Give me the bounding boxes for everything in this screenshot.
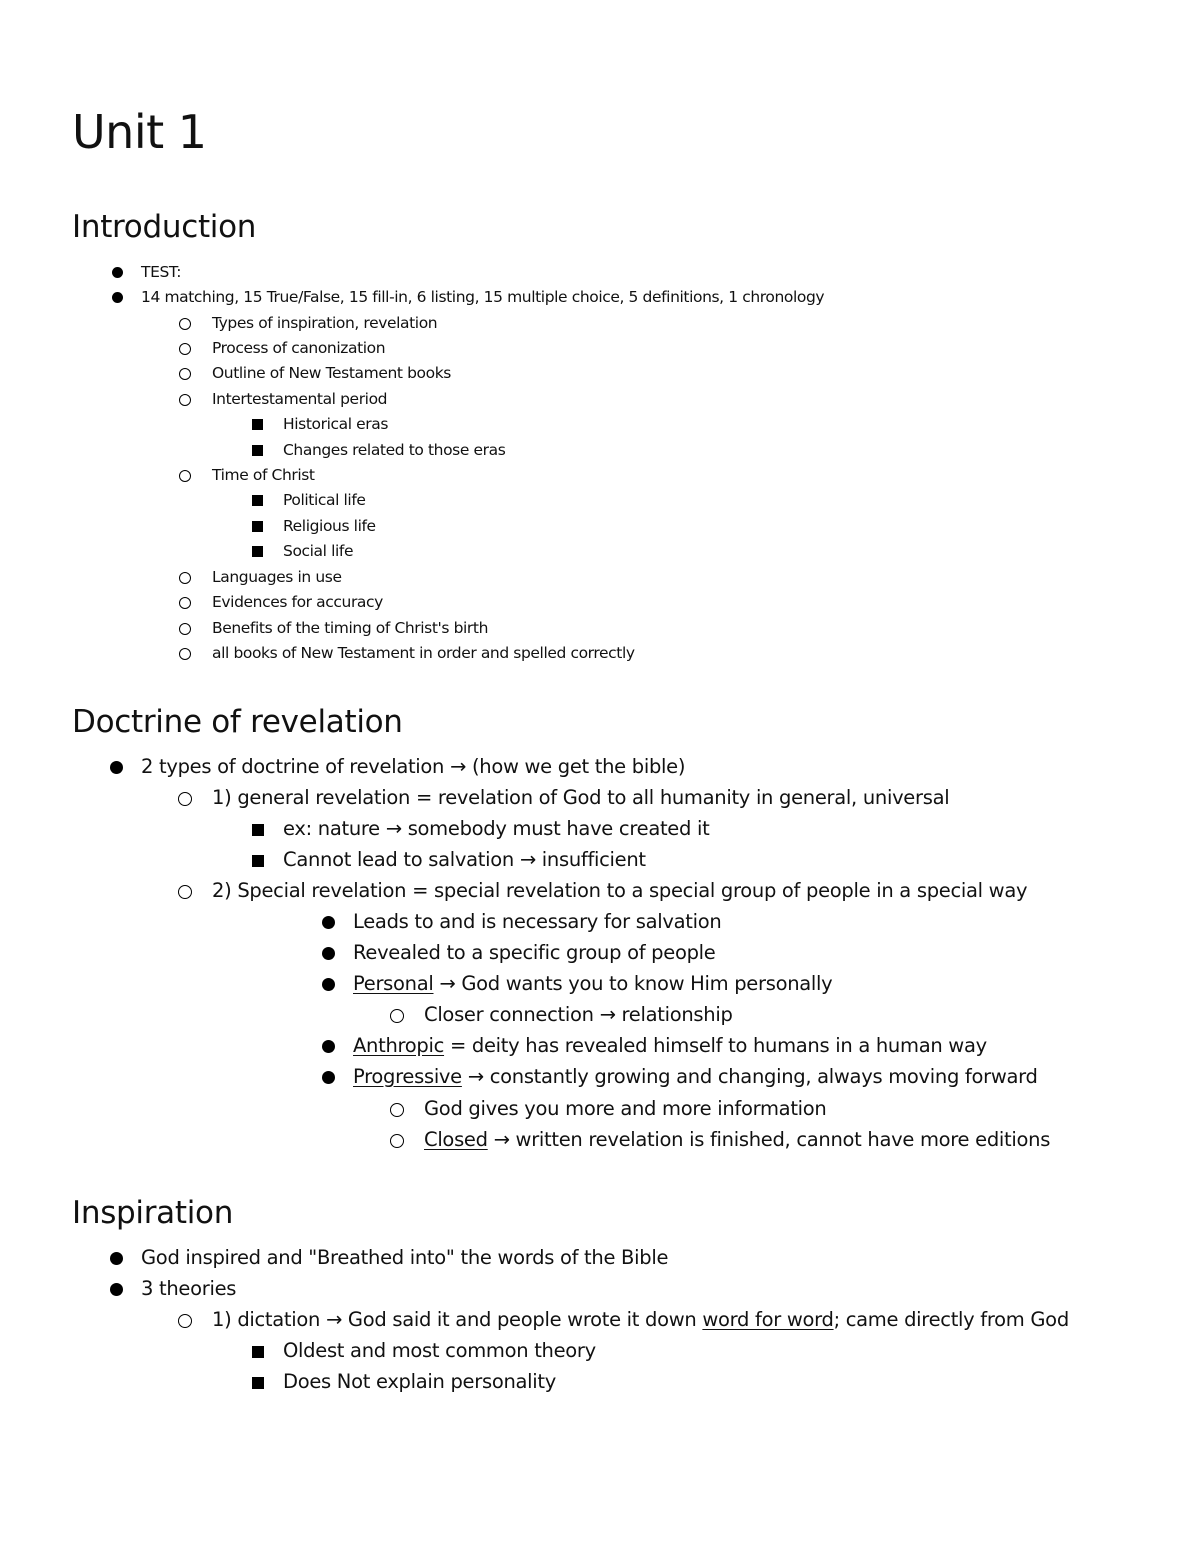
bullet-square-icon [252,824,264,836]
bullet-circle-icon [390,1009,404,1023]
list-item: 14 matching, 15 True/False, 15 fill-in, 6 listing, 15 multiple choice, 5 definitions, 1 chronology [141,286,824,308]
bullet-circle-icon [179,368,191,380]
bullet-circle-icon [179,597,191,609]
bullet-disc-icon [322,978,335,991]
term-closed: Closed [424,1128,488,1151]
bullet-square-icon [252,855,264,867]
bullet-disc-icon [112,267,123,278]
bullet-square-icon [252,445,263,456]
bullet-circle-icon [178,885,192,899]
bullet-disc-icon [112,292,123,303]
list-item: Closed → written revelation is finished, cannot have more editions [424,1126,1050,1154]
bullet-circle-icon [179,648,191,660]
list-item: 1) general revelation = revelation of God to all humanity in general, universal [212,784,949,812]
bullet-circle-icon [179,394,191,406]
bullet-disc-icon [322,1040,335,1053]
list-item: Personal → God wants you to know Him personally [353,970,832,998]
list-item: Religious life [283,515,376,537]
bullet-disc-icon [322,1071,335,1084]
bullet-square-icon [252,546,263,557]
list-item: 2 types of doctrine of revelation → (how we get the bible) [141,753,685,781]
list-item: Languages in use [212,566,342,588]
list-item: Cannot lead to salvation → insufficient [283,846,646,874]
list-item: God gives you more and more information [424,1095,827,1123]
list-item: Social life [283,540,353,562]
bullet-circle-icon [179,572,191,584]
bullet-square-icon [252,1346,264,1358]
heading-doctrine-of-revelation: Doctrine of revelation [72,704,403,740]
list-item: Progressive → constantly growing and changing, always moving forward [353,1063,1038,1091]
term-progressive: Progressive [353,1065,462,1088]
list-item: Outline of New Testament books [212,362,451,384]
list-item: 3 theories [141,1275,236,1303]
list-item: Leads to and is necessary for salvation [353,908,721,936]
term-personal: Personal [353,972,434,995]
list-item: Types of inspiration, revelation [212,312,437,334]
bullet-square-icon [252,419,263,430]
bullet-circle-icon [179,470,191,482]
list-item: ex: nature → somebody must have created it [283,815,709,843]
list-item: God inspired and "Breathed into" the words of the Bible [141,1244,668,1272]
term-word-for-word: word for word [702,1308,834,1331]
heading-introduction: Introduction [72,209,257,245]
heading-inspiration: Inspiration [72,1195,234,1231]
bullet-disc-icon [322,947,335,960]
list-item: 2) Special revelation = special revelation to a special group of people in a special way [212,877,1027,905]
bullet-circle-icon [179,623,191,635]
list-item: Intertestamental period [212,388,387,410]
list-item: Revealed to a specific group of people [353,939,715,967]
list-item: Evidences for accuracy [212,591,383,613]
page-title: Unit 1 [72,105,207,159]
bullet-circle-icon [390,1103,404,1117]
list-item: Closer connection → relationship [424,1001,733,1029]
list-item: Historical eras [283,413,388,435]
list-item: TEST: [141,261,181,283]
bullet-circle-icon [179,318,191,330]
term-anthropic: Anthropic [353,1034,445,1057]
bullet-square-icon [252,521,263,532]
list-item: Does Not explain personality [283,1368,556,1396]
list-item: Changes related to those eras [283,439,505,461]
bullet-circle-icon [178,1314,192,1328]
list-item: Oldest and most common theory [283,1337,596,1365]
bullet-disc-icon [110,1252,123,1265]
bullet-circle-icon [179,343,191,355]
bullet-disc-icon [110,761,123,774]
bullet-circle-icon [390,1134,404,1148]
list-item: Process of canonization [212,337,385,359]
bullet-circle-icon [178,792,192,806]
bullet-disc-icon [110,1283,123,1296]
list-item: Political life [283,489,366,511]
list-item: all books of New Testament in order and spelled correctly [212,642,635,664]
list-item: Benefits of the timing of Christ's birth [212,617,488,639]
bullet-square-icon [252,495,263,506]
list-item: Time of Christ [212,464,315,486]
bullet-square-icon [252,1377,264,1389]
bullet-disc-icon [322,916,335,929]
list-item: 1) dictation → God said it and people wrote it down word for word; came directly from God [212,1306,1069,1334]
list-item: Anthropic = deity has revealed himself to humans in a human way [353,1032,987,1060]
